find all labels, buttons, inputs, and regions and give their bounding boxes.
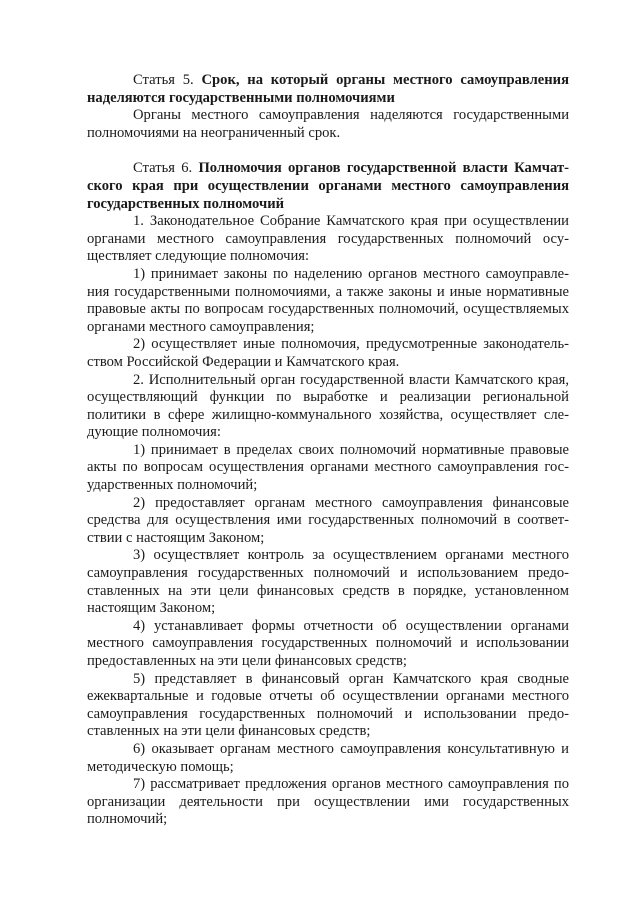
article-6-part-1-item-2: 2) осуществляет иные полномочия, предусмотренные законодательством Российской Федерации и Камчатского края. [87,336,569,370]
article-5-title: Срок, на который органы местного самоуправления наделяются государственными полномочиями [87,72,569,106]
article-6-part-1: 1. Законодательное Собрание Камчатского края при осуществлении органами местного самоуправления государственных полномочий осуществляет следующие полномочия: [87,213,569,265]
spacer [87,142,569,160]
article-6-part-2-item-3: 3) осуществляет контроль за осуществлением органами местного самоуправления государственных полномочий и использованием предоставленных на эти цели финансовых средств в порядке, установленном настоящим Законом; [87,547,569,617]
article-6-part-1-item-1: 1) принимает законы по наделению органов местного самоуправления государственными полномочиями, а также законы и иные нормативные правовые акты по вопросам государственных полномочий, осуществляемых органами местного самоуправления; [87,265,569,335]
article-6-label: Статья 6. [133,160,193,177]
article-6-part-2-item-6: 6) оказывает органам местного самоуправления консультативную и методическую помощь; [87,740,569,775]
article-6-title: Полномочия органов государственной власти Камчатского края при осуществлении органами местного самоуправления государственных полномочий [87,160,569,212]
article-5-text: Органы местного самоуправления наделяются государственными полномочиями на неограниченный срок. [87,107,569,141]
article-6-part-2-item-4: 4) устанавливает формы отчетности об осуществлении органами местного самоуправления государственных полномочий и использовании предоставленных на эти цели финансовых средств; [87,617,569,669]
article-6-heading [87,160,569,213]
article-6-part-2-item-7: 7) рассматривает предложения органов местного самоуправления по организации деятельности при осуществлении ими государственных полномочий; [87,776,569,828]
article-6-part-2-item-2: 2) предоставляет органам местного самоуправления финансовые средства для осуществления ими государственных полномочий в соответствии с настоящим Законом; [87,494,569,546]
article-6-part-2-item-1: 1) принимает в пределах своих полномочий нормативные правовые акты по вопросам осуществления органами местного самоуправления государственных полномочий; [87,441,569,494]
article-5-heading [87,72,569,107]
article-5-label: Статья 5. [133,72,194,88]
document-body [87,72,569,829]
article-6-part-2: 2. Исполнительный орган государственной власти Камчатского края, осуществляющий функции по выработке и реализации региональной политики в сфере жилищно-коммунального хозяйства, осуществляет следующие полномочия: [87,371,569,441]
article-6-part-2-item-5: 5) представляет в финансовый орган Камчатского края сводные ежеквартальные и годовые отчеты об осуществлении органами местного самоуправления государственных полномочий и использовании предоставленных на эти цели финансовых средств; [87,670,569,740]
